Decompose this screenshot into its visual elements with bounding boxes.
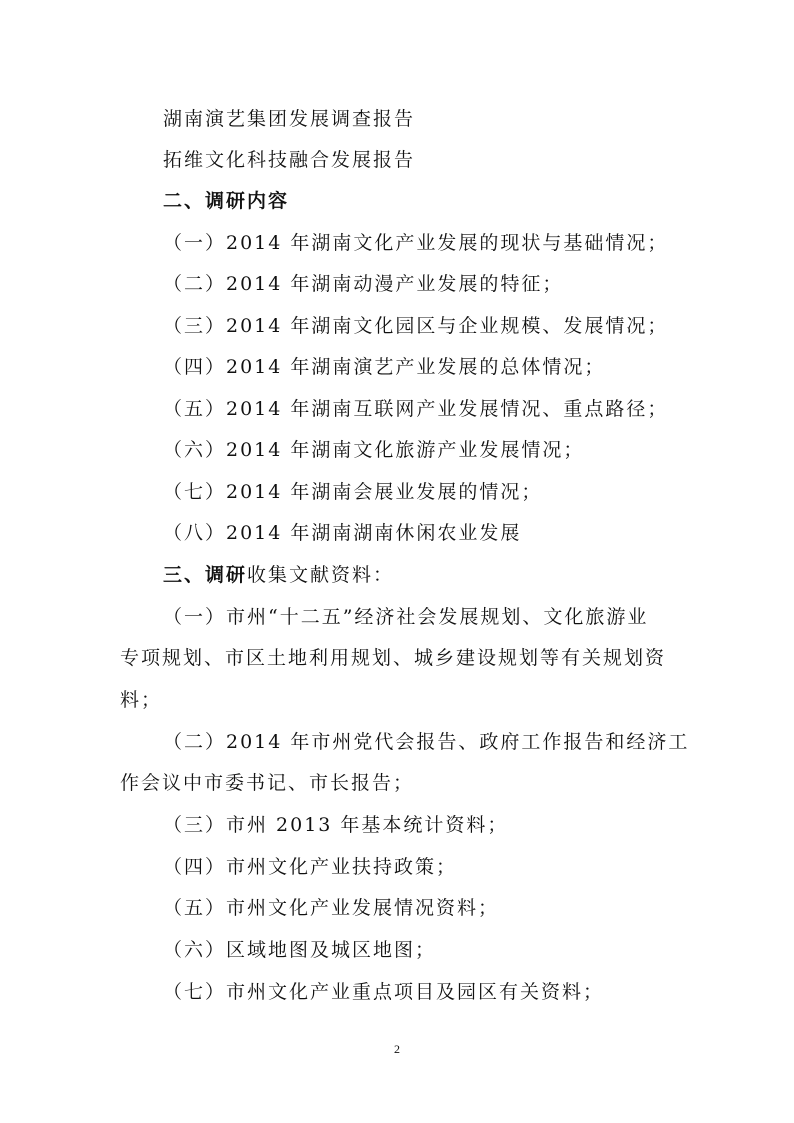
section-three-item-1-line-3: 料； [120,689,163,711]
section-three-heading-rest: 收集文献资料： [247,564,395,586]
section-two-item-4: （四）2014 年湖南演艺产业发展的总体情况； [163,356,606,378]
section-three-item-5: （五）市州文化产业发展情况资料； [163,897,500,919]
section-three-heading-bold: 三、调研 [163,564,248,586]
section-two-heading: 二、调研内容 [163,190,290,212]
section-two-item-7: （七）2014 年湖南会展业发展的情况； [163,481,543,503]
section-three-heading [163,563,394,587]
section-three-item-4: （四）市州文化产业扶持政策； [163,856,458,878]
report-title-2: 拓维文化科技融合发展报告 [163,149,416,171]
report-title-1: 湖南演艺集团发展调查报告 [163,108,416,130]
section-three-item-7: （七）市州文化产业重点项目及园区有关资料； [163,981,605,1003]
section-three-item-2-line-2: 作会议中市委书记、市长报告； [120,772,415,794]
section-two-item-3: （三）2014 年湖南文化园区与企业规模、发展情况； [163,315,669,337]
section-three-item-2-line-1: （二）2014 年市州党代会报告、政府工作报告和经济工 [163,731,690,753]
section-two-item-6: （六）2014 年湖南文化旅游产业发展情况； [163,439,585,461]
section-two-item-1: （一）2014 年湖南文化产业发展的现状与基础情况； [163,232,669,254]
section-three-item-1-line-1: （一）市州“十二五”经济社会发展规划、文化旅游业 [163,606,649,628]
section-three-item-1-line-2: 专项规划、市区土地利用规划、城乡建设规划等有关规划资 [120,647,667,669]
section-two-item-2: （二）2014 年湖南动漫产业发展的特征； [163,273,564,295]
section-two-item-5: （五）2014 年湖南互联网产业发展情况、重点路径； [163,398,669,420]
section-three-item-6: （六）区域地图及城区地图； [163,939,437,961]
page-number: 2 [394,1042,400,1056]
section-two-item-8: （八）2014 年湖南湖南休闲农业发展 [163,522,522,544]
section-three-item-3: （三）市州 2013 年基本统计资料； [163,814,509,836]
